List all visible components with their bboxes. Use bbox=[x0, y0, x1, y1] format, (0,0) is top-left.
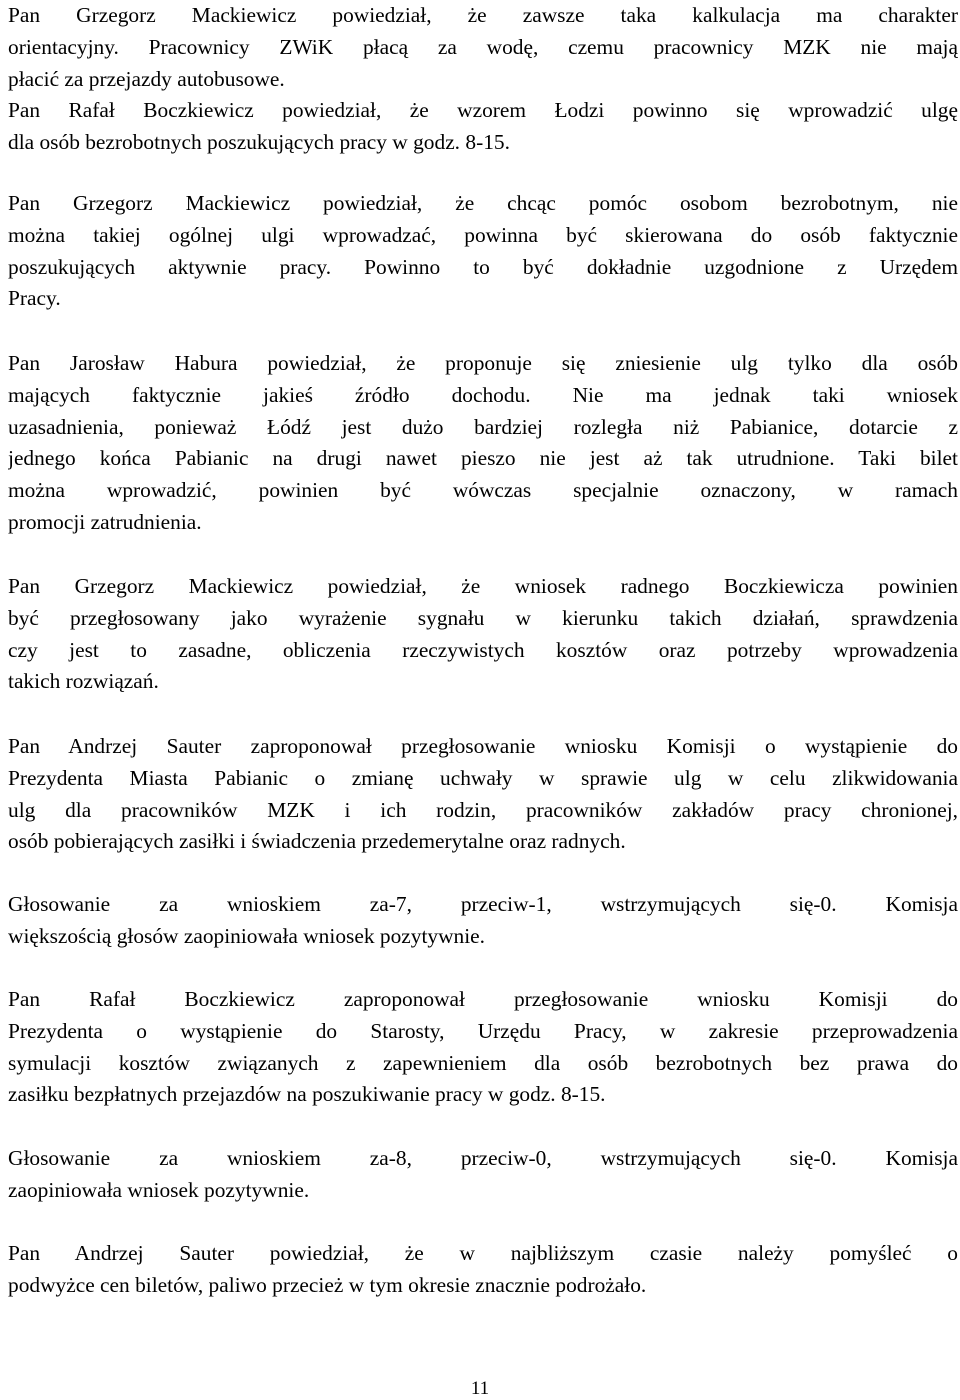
text-line: promocji zatrudnienia. bbox=[8, 509, 202, 534]
text-line: Pan Jarosław Habura powiedział, że proponuje się zniesienie ulg tylko dla osób bbox=[8, 351, 958, 375]
text-line: można takiej ogólnej ulgi wprowadzać, powinna być skierowana do osób faktycznie bbox=[8, 222, 958, 247]
paragraph-4 bbox=[8, 571, 958, 698]
text-line: płacić za przejazdy autobusowe. bbox=[8, 66, 285, 91]
paragraph-9 bbox=[8, 1238, 958, 1302]
paragraph-7 bbox=[8, 984, 958, 1111]
paragraph-3 bbox=[8, 348, 958, 539]
text-line: zasiłku bezpłatnych przejazdów na poszukiwanie pracy w godz. 8-15. bbox=[8, 1082, 606, 1107]
text-line: osób pobierających zasiłki i świadczenia przedemerytalne oraz radnych. bbox=[8, 829, 626, 854]
text-line: jednego końca Pabianic na drugi nawet pieszo nie jest aż tak utrudnione. Taki bilet bbox=[8, 446, 958, 471]
text-line: ulg dla pracowników MZK i ich rodzin, pracowników zakładów pracy chronionej, bbox=[8, 797, 958, 822]
paragraph-2 bbox=[8, 188, 958, 315]
paragraph-8 bbox=[8, 1143, 958, 1207]
text-line: Pan Grzegorz Mackiewicz powiedział, że zawsze taka kalkulacja ma charakter bbox=[8, 3, 958, 27]
text-line: Prezydenta o wystąpienie do Starosty, Urzędu Pracy, w zakresie przeprowadzenia bbox=[8, 1018, 958, 1043]
text-line: Pan Andrzej Sauter powiedział, że w najbliższym czasie należy pomyśleć o bbox=[8, 1241, 958, 1265]
text-line: symulacji kosztów związanych z zapewnieniem dla osób bezrobotnych bez prawa do bbox=[8, 1050, 958, 1075]
text-line: większością głosów zaopiniowała wniosek pozytywnie. bbox=[8, 923, 486, 948]
paragraph-5 bbox=[8, 731, 958, 858]
text-line: poszukujących aktywnie pracy. Powinno to być dokładnie uzgodnione z Urzędem bbox=[8, 254, 958, 279]
paragraph-6 bbox=[8, 889, 958, 953]
paragraph-1 bbox=[8, 0, 958, 159]
page-number: 11 bbox=[470, 1378, 490, 1399]
text-line: takich rozwiązań. bbox=[8, 669, 159, 694]
text-line: Pan Grzegorz Mackiewicz powiedział, że wniosek radnego Boczkiewicza powinien bbox=[8, 574, 958, 598]
text-line: dla osób bezrobotnych poszukujących pracy w godz. 8-15. bbox=[8, 130, 510, 155]
text-line: być przegłosowany jako wyrażenie sygnału w kierunku takich działań, sprawdzenia bbox=[8, 605, 958, 630]
text-line: można wprowadzić, powinien być wówczas specjalnie oznaczony, w ramach bbox=[8, 478, 958, 503]
text-line: Prezydenta Miasta Pabianic o zmianę uchwały w sprawie ulg w celu zlikwidowania bbox=[8, 765, 958, 790]
text-line: Pracy. bbox=[8, 286, 61, 311]
text-line: podwyżce cen biletów, paliwo przecież w tym okresie znacznie podrożało. bbox=[8, 1272, 647, 1297]
text-line: czy jest to zasadne, obliczenia rzeczywistych kosztów oraz potrzeby wprowadzenia bbox=[8, 637, 958, 662]
text-line: orientacyjny. Pracownicy ZWiK płacą za wodę, czemu pracownicy MZK nie mają bbox=[8, 34, 958, 59]
text-line: Pan Grzegorz Mackiewicz powiedział, że chcąc pomóc osobom bezrobotnym, nie bbox=[8, 191, 958, 215]
text-line: Głosowanie za wnioskiem za-7, przeciw-1, wstrzymujących się-0. Komisja bbox=[8, 892, 958, 916]
text-line: uzasadnienia, ponieważ Łódź jest dużo bardziej rozległa niż Pabianice, dotarcie z bbox=[8, 414, 958, 439]
text-line: Pan Andrzej Sauter zaproponował przegłosowanie wniosku Komisji o wystąpienie do bbox=[8, 734, 958, 758]
text-line: Pan Rafał Boczkiewicz powiedział, że wzorem Łodzi powinno się wprowadzić ulgę bbox=[8, 98, 958, 123]
text-line: mających faktycznie jakieś źródło dochodu. Nie ma jednak taki wniosek bbox=[8, 382, 958, 407]
text-line: zaopiniowała wniosek pozytywnie. bbox=[8, 1177, 310, 1202]
text-line: Pan Rafał Boczkiewicz zaproponował przegłosowanie wniosku Komisji do bbox=[8, 987, 958, 1011]
text-line: Głosowanie za wnioskiem za-8, przeciw-0, wstrzymujących się-0. Komisja bbox=[8, 1146, 958, 1170]
